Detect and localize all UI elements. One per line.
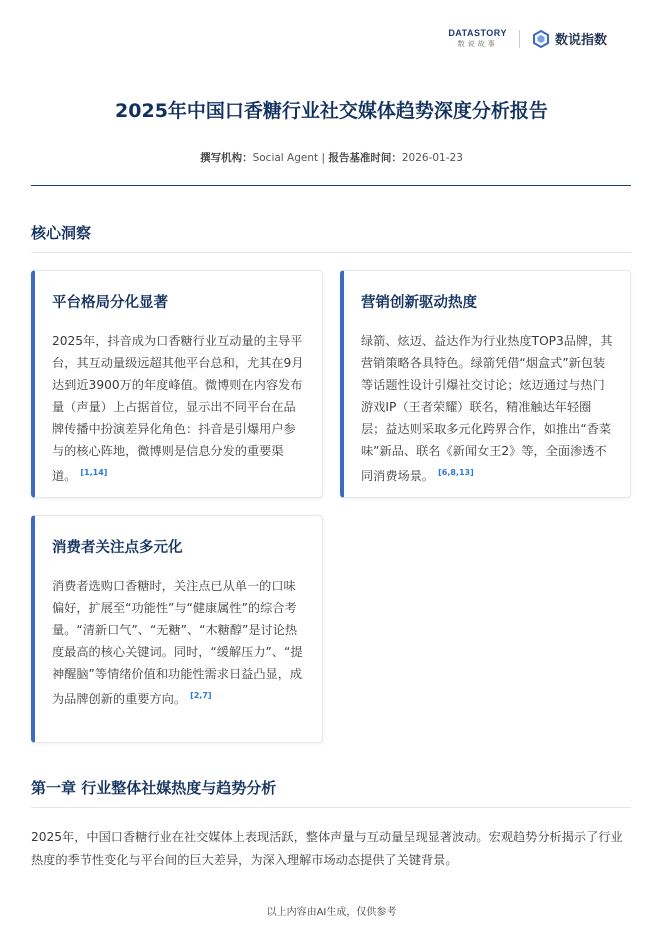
insight-card-text: 消费者选购口香糖时，关注点已从单一的口味偏好，扩展至“功能性”与“健康属性”的综合考量。“清新口气”、“无糖”、“木糖醇”是讨论热度最高的核心关键词。同时，“缓解压力”、“提神醒脑”等情绪价值和功能性需求日益凸显，成为品牌创新的重要方向。 xyxy=(52,579,303,707)
meta-org-label: 撰写机构： xyxy=(200,152,253,164)
insight-card-body xyxy=(52,575,306,710)
insight-card-body xyxy=(52,330,306,487)
datastory-logo xyxy=(448,28,507,49)
insights-heading: 核心洞察 xyxy=(31,224,92,242)
logo-divider xyxy=(519,30,520,48)
insight-card-title: 营销创新驱动热度 xyxy=(361,295,477,311)
citation-link[interactable]: [6,8,13] xyxy=(438,468,474,477)
chapter-heading: 第一章 行业整体社媒热度与趋势分析 xyxy=(31,779,277,797)
insight-card-body xyxy=(361,330,614,487)
report-title: 2025年中国口香糖行业社交媒体趋势深度分析报告 xyxy=(115,100,548,122)
insights-heading-divider xyxy=(31,252,631,253)
shuoshuo-logo xyxy=(532,29,607,48)
insight-card-title: 平台格局分化显著 xyxy=(52,295,168,311)
citation-link[interactable]: [1,14] xyxy=(80,468,108,477)
datastory-logo-subtitle: 数说故事 xyxy=(457,40,498,48)
footer-disclaimer: 以上内容由AI生成，仅供参考 xyxy=(266,907,397,918)
insight-card xyxy=(31,515,323,743)
shuoshuo-logo-icon xyxy=(532,30,550,48)
header-logos xyxy=(448,28,607,49)
chapter-paragraph: 2025年，中国口香糖行业在社交媒体上表现活跃，整体声量与互动量呈现显著波动。宏观趋势分析揭示了行业热度的季节性变化与平台间的巨大差异，为深入理解市场动态提供了关键背景。 xyxy=(31,830,623,867)
title-divider xyxy=(31,185,631,186)
report-meta xyxy=(0,150,663,165)
insight-card xyxy=(31,270,323,498)
insight-card xyxy=(340,270,631,498)
citation-link[interactable]: [2,7] xyxy=(190,691,212,700)
insight-card-text: 绿箭、炫迈、益达作为行业热度TOP3品牌，其营销策略各具特色。绿箭凭借“烟盒式”新包装等话题性设计引爆社交讨论；炫迈通过与热门游戏IP（王者荣耀）联名，精准触达年轻圈层；益达则采取多元化跨界合作，如推出“香菜味”新品、联名《新闻女王2》等，全面渗透不同消费场景。 xyxy=(361,334,613,484)
meta-org-value: Social Agent | xyxy=(252,152,329,164)
shuoshuo-logo-text: 数说指数 xyxy=(554,33,607,48)
insight-card-title: 消费者关注点多元化 xyxy=(52,540,183,556)
chapter-heading-divider xyxy=(31,807,631,808)
datastory-logo-wordmark: DATASTORY xyxy=(448,28,507,38)
meta-time-label: 报告基准时间： xyxy=(328,152,402,164)
insight-card-text: 2025年，抖音成为口香糖行业互动量的主导平台，其互动量级远超其他平台总和，尤其在9月达到近3900万的年度峰值。微博则在内容发布量（声量）上占据首位，显示出不同平台在品牌传播中扮演差异化角色：抖音是引爆用户参与的核心阵地，微博则是信息分发的重要渠道。 xyxy=(52,334,304,484)
meta-time-value: 2026-01-23 xyxy=(401,152,463,164)
